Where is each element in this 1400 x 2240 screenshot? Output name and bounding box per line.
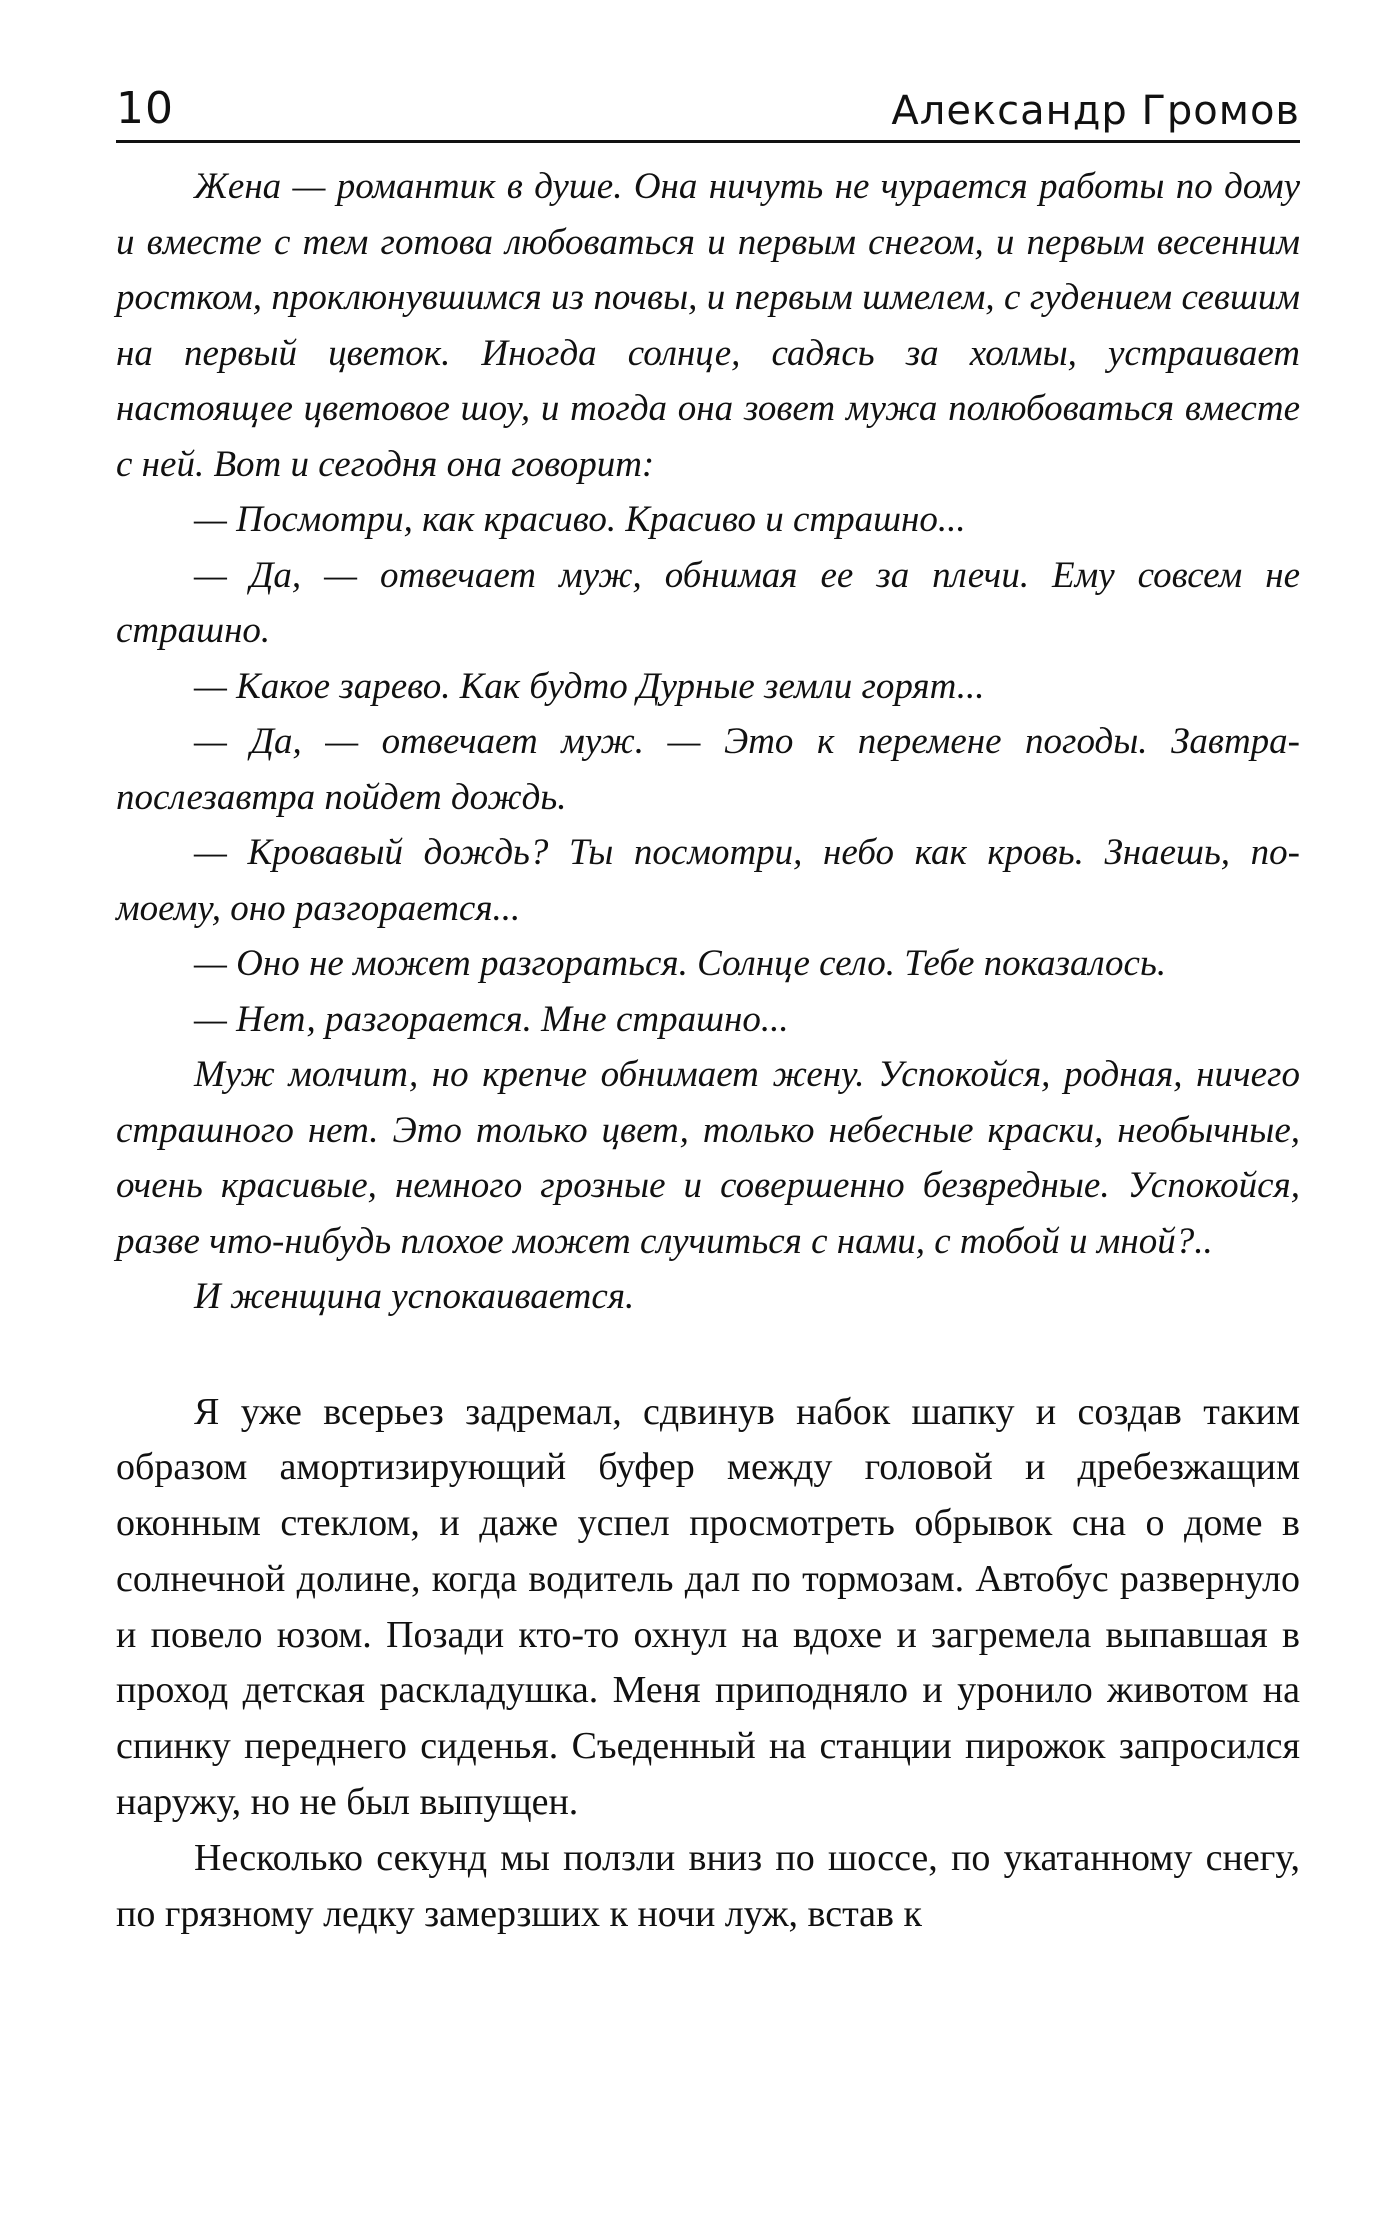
dialogue-line: — Нет, разгорается. Мне страшно... bbox=[194, 998, 789, 1040]
book-page bbox=[116, 70, 1300, 1942]
italic-paragraph: Муж молчит, но крепче обнимает жену. Успокойся, родная, ничего страшного нет. Это только цвет, только небесные краски, необычные, очень красивые, немного грозные и совершенно безвредные. Успокойся, разве что-нибудь плохое может случиться с нами, с тобой и мной?.. bbox=[116, 1054, 1300, 1262]
italic-passage bbox=[116, 159, 1300, 1325]
running-title: Александр Громов bbox=[891, 88, 1300, 134]
page-number: 10 bbox=[116, 83, 174, 134]
dialogue-line: — Оно не может разгораться. Солнце село. Тебе показалось. bbox=[194, 943, 1167, 984]
dialogue-line: — Да, — отвечает муж. — Это к перемене погоды. Завтра-послезавтра пойдет дождь. bbox=[116, 721, 1300, 818]
body-paragraph: Я уже всерьез задремал, сдвинув набок шапку и создав таким образом амортизирующий буфер между головой и дребезжащим оконным стеклом, и даже успел просмотреть обрывок сна о доме в солнечной долине, когда водитель дал по тормозам. Автобус развернуло и повело юзом. Позади кто-то охнул на вдохе и загремела выпавшая в проход детская раскладушка. Меня приподняло и уронило животом на спинку переднего сиденья. Съеденный на станции пирожок запросился наружу, но не был выпущен. bbox=[116, 1390, 1300, 1824]
dialogue-line: — Посмотри, как красиво. Красиво и страшно... bbox=[194, 499, 966, 540]
italic-paragraph: И женщина успокаивается. bbox=[194, 1276, 635, 1317]
dialogue-line: — Да, — отвечает муж, обнимая ее за плечи. Ему совсем не страшно. bbox=[116, 554, 1300, 651]
page-header bbox=[116, 70, 1300, 143]
dialogue-line: — Какое зарево. Как будто Дурные земли горят... bbox=[194, 665, 985, 707]
italic-paragraph: Жена — романтик в душе. Она ничуть не чурается работы по дому и вместе с тем готова любоваться и первым снегом, и первым весенним ростком, проклюнувшимся из почвы, и первым шмелем, с гудением севшим на первый цветок. Иногда солнце, садясь за холмы, устраивает настоящее цветовое шоу, и тогда она зовет мужа полюбоваться вместе с ней. Вот и сегодня она говорит: bbox=[116, 166, 1300, 485]
dialogue-line: — Кровавый дождь? Ты посмотри, небо как кровь. Знаешь, по-моему, оно разгорается... bbox=[116, 832, 1300, 929]
body-paragraph: Несколько секунд мы ползли вниз по шоссе, по укатанному снегу, по грязному ледку замерзших к ночи луж, встав к bbox=[116, 1836, 1300, 1935]
main-text bbox=[116, 1385, 1300, 1943]
